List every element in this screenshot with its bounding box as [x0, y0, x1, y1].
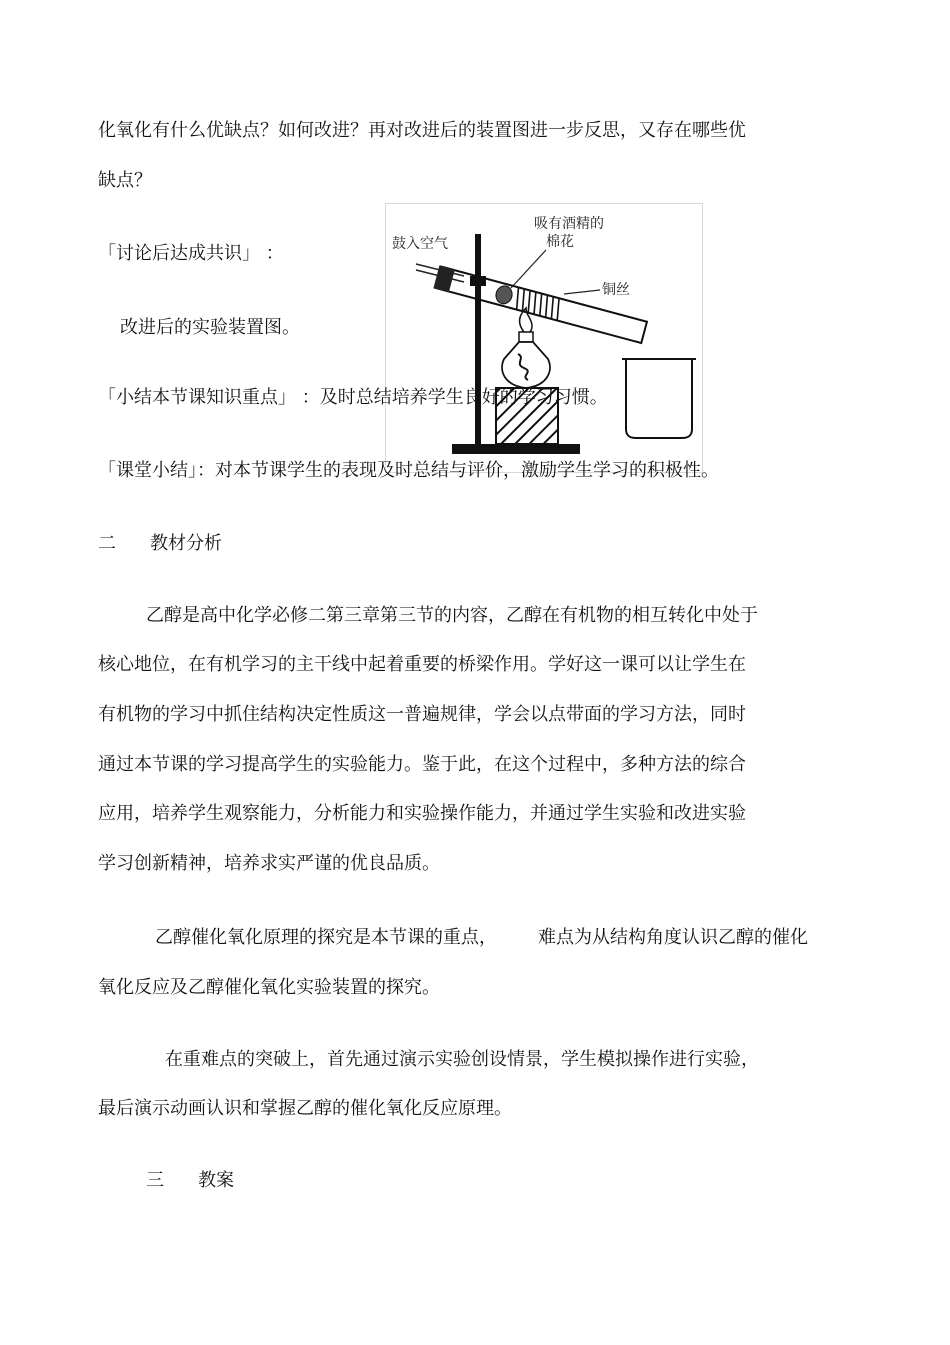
focus-line-1b: 难点为从结构角度认识乙醇的催化 — [538, 927, 808, 948]
leader-cotton — [511, 250, 546, 288]
label-cotton-line2: 棉花 — [546, 234, 574, 250]
leader-copper — [564, 290, 600, 294]
section-2-number: 二 — [98, 533, 116, 554]
apparatus-figure — [385, 203, 703, 473]
analysis-line-1: 乙醇是高中化学必修二第三章第三节的内容，乙醇在有机物的相互转化中处于 — [146, 605, 758, 626]
summary-focus: 「小结本节课知识重点」 ：及时总结培养学生良好的学习习惯。 — [98, 387, 608, 408]
analysis-line-6: 学习创新精神，培养求实严谨的优良品质。 — [98, 853, 440, 874]
breakthrough-line-1: 在重难点的突破上，首先通过演示实验创设情景，学生模拟操作进行实验， — [165, 1049, 759, 1070]
glass-tube — [433, 265, 647, 344]
focus-line-1a: 乙醇催化氧化原理的探究是本节课的重点， — [155, 927, 497, 948]
section-3-title: 教案 — [198, 1170, 234, 1191]
alcohol-lamp — [502, 342, 550, 388]
label-cotton-line1: 吸有酒精的 — [534, 216, 604, 232]
class-summary: 「课堂小结」：对本节课学生的表现及时总结与评价，激励学生学习的积极性。 — [98, 460, 719, 481]
section-3-number: 三 — [146, 1170, 164, 1191]
breakthrough-line-2: 最后演示动画认识和掌握乙醇的催化氧化反应原理。 — [98, 1098, 512, 1119]
para1-line1: 化氧化有什么优缺点？如何改进？再对改进后的装置图进一步反思，又存在哪些优 — [98, 120, 746, 141]
analysis-line-3: 有机物的学习中抓住结构决定性质这一普遍规律，学会以点带面的学习方法，同时 — [98, 704, 746, 725]
label-copper-wire: 铜丝 — [602, 282, 630, 298]
stand-rod — [475, 234, 481, 449]
analysis-line-4: 通过本节课的学习提高学生的实验能力。鉴于此，在这个过程中，多种方法的综合 — [98, 754, 746, 775]
consensus-heading: 「讨论后达成共识」 ： — [98, 243, 284, 264]
label-blow-air: 鼓入空气 — [392, 236, 448, 252]
clamp — [470, 276, 486, 286]
apparatus-drawing — [386, 204, 702, 472]
focus-line-2: 氧化反应及乙醇催化氧化实验装置的探究。 — [98, 977, 440, 998]
improved-apparatus-caption: 改进后的实验装置图。 — [120, 317, 300, 338]
lamp-neck — [519, 332, 533, 342]
section-2-title: 教材分析 — [150, 533, 222, 554]
beaker — [626, 359, 692, 438]
stand-base — [452, 444, 580, 454]
analysis-line-5: 应用，培养学生观察能力，分析能力和实验操作能力，并通过学生实验和改进实验 — [98, 803, 746, 824]
para1-line2: 缺点？ — [98, 170, 152, 191]
analysis-line-2: 核心地位，在有机学习的主干线中起着重要的桥梁作用。学好这一课可以让学生在 — [98, 654, 746, 675]
